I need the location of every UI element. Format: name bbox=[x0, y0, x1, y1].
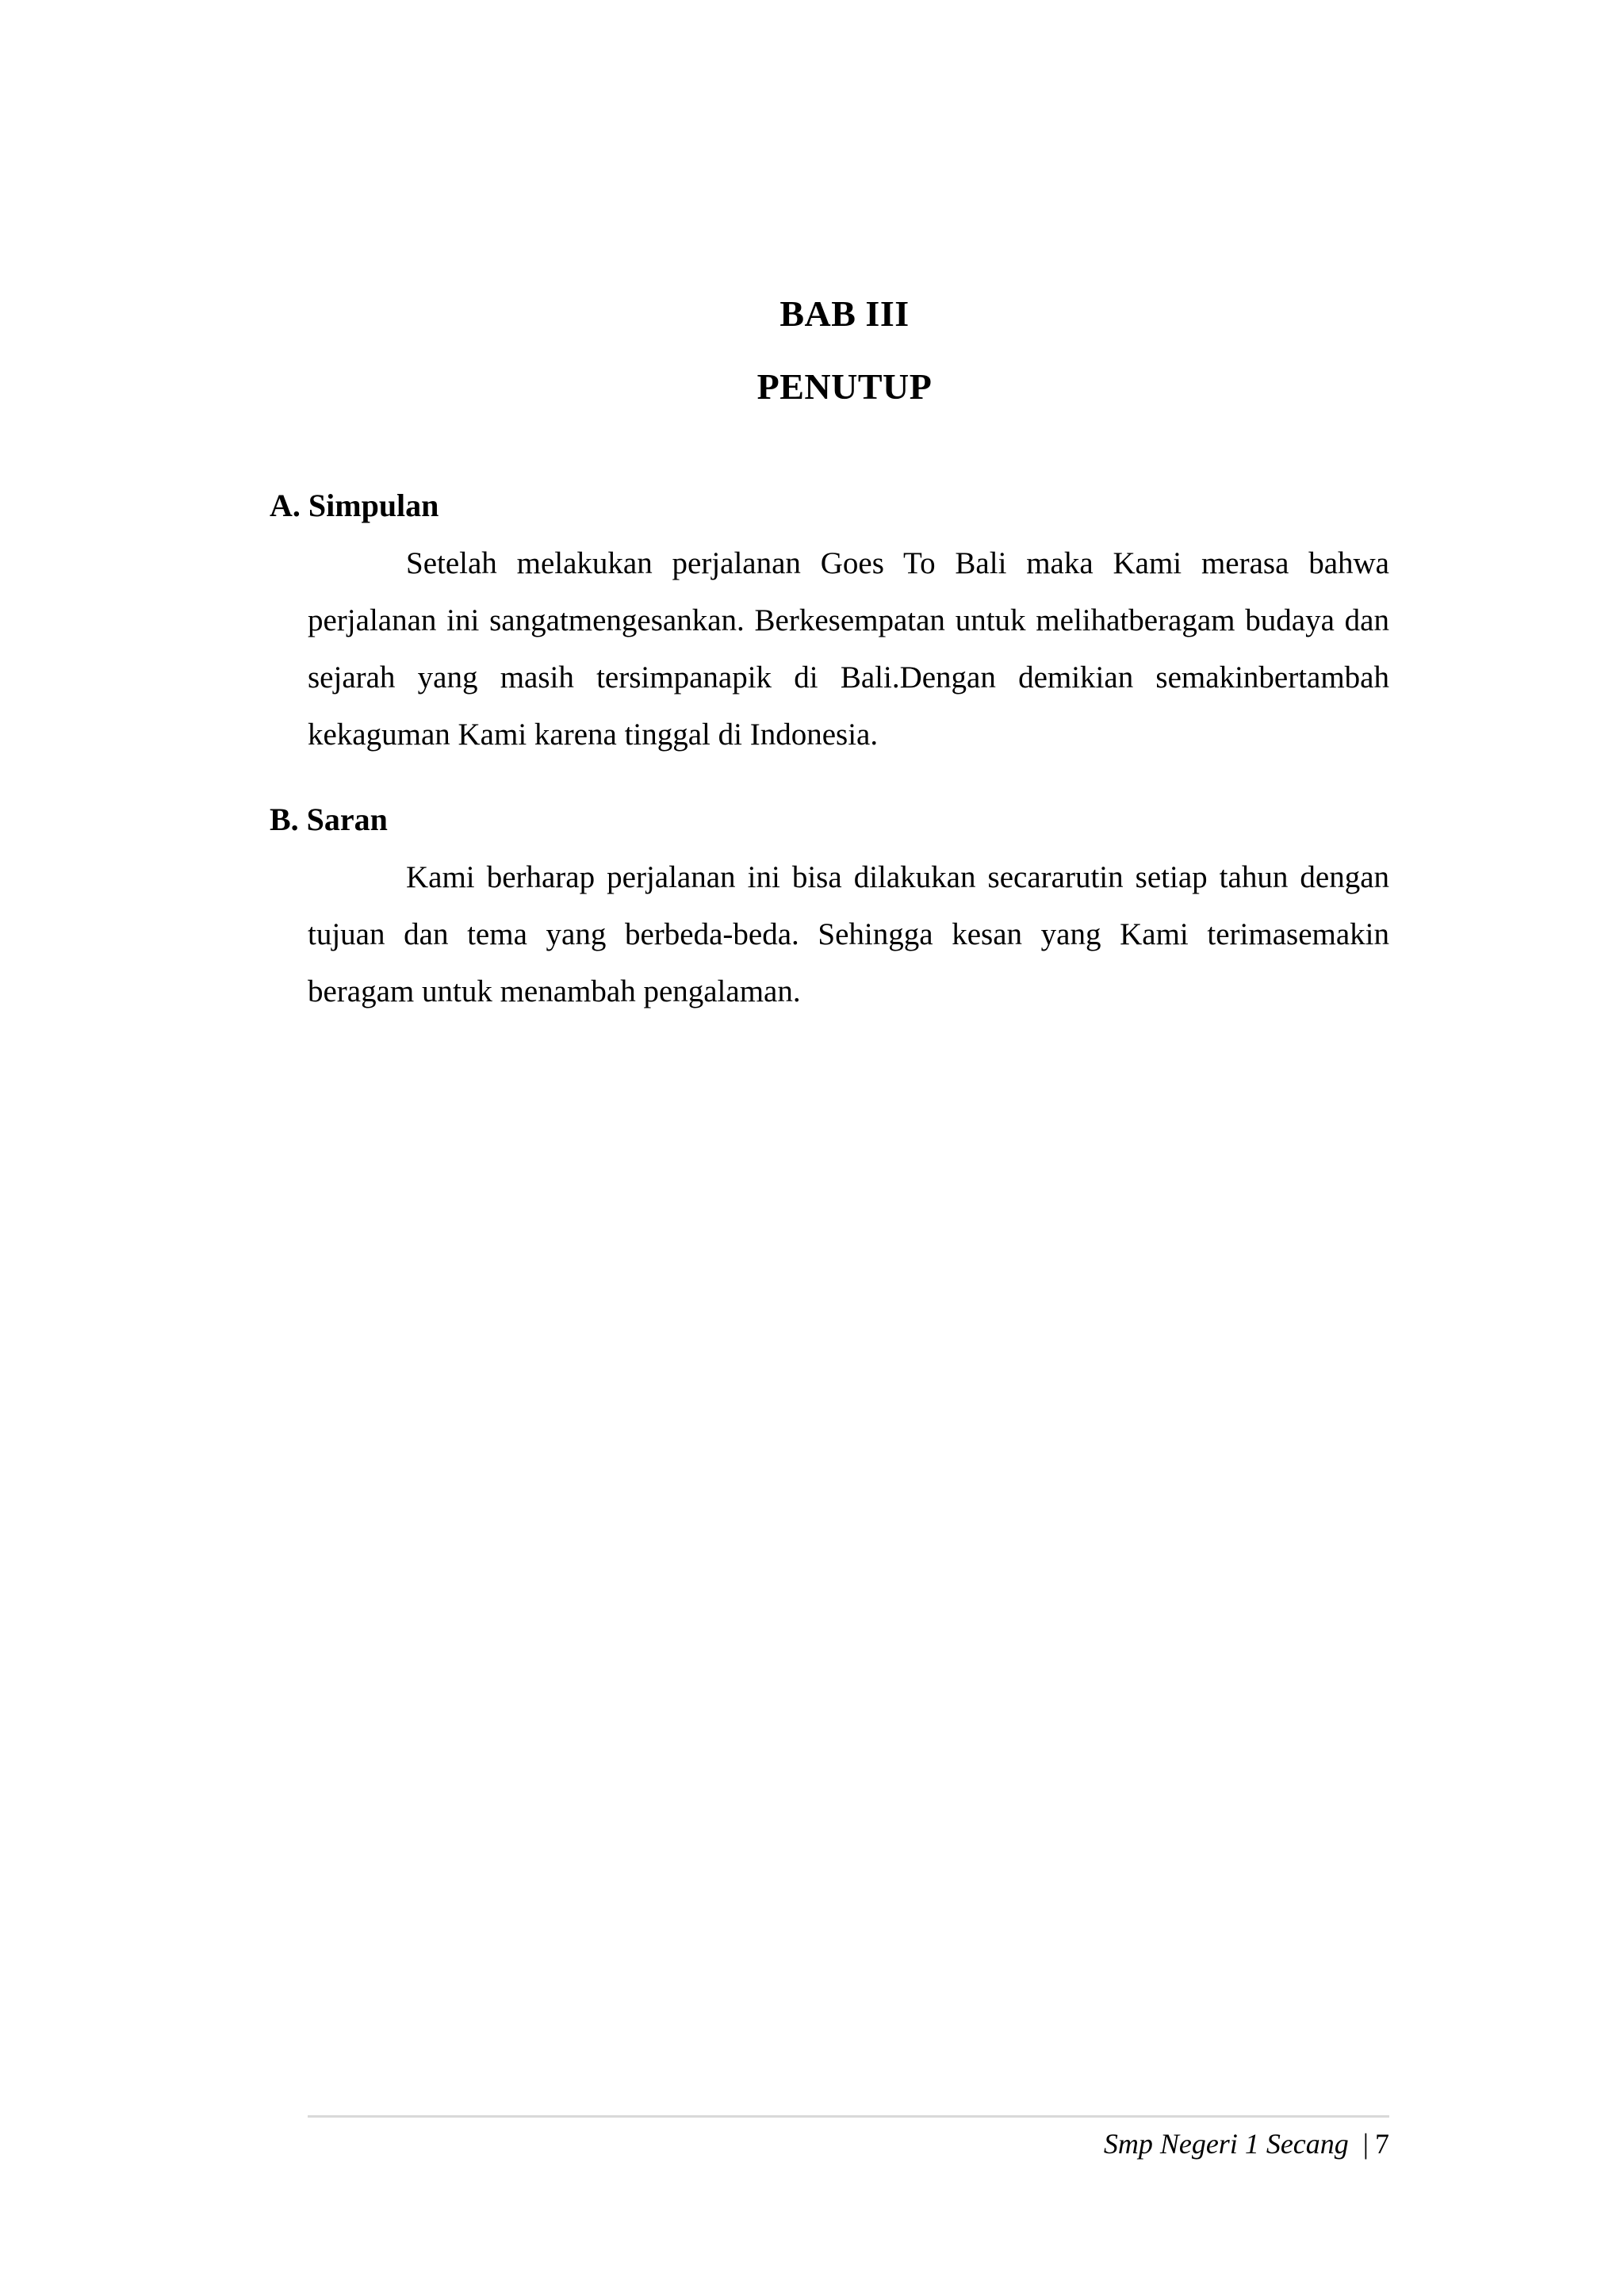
footer-separator: | bbox=[1362, 2128, 1369, 2160]
footer-divider bbox=[308, 2115, 1389, 2118]
page-number: 7 bbox=[1375, 2128, 1389, 2160]
chapter-number: BAB III bbox=[779, 293, 910, 334]
section-paragraph-simpulan: Setelah melakukan perjalanan Goes To Bali maka Kami merasa bahwa perjalanan ini sangatmengesankan. Berkesempatan untuk melihatberagam budaya dan sejarah yang masih tersimpanapik di Bali.Dengan demikian semakinbertambah kekaguman Kami karena tinggal di Indonesia. bbox=[308, 546, 1389, 752]
section-heading-simpulan: A. Simpulan bbox=[270, 488, 439, 523]
section-heading-saran: B. Saran bbox=[270, 802, 388, 837]
section-paragraph-saran: Kami berharap perjalanan ini bisa dilakukan secararutin setiap tahun dengan tujuan dan tema yang berbeda-beda. Sehingga kesan yang Kami terimasemakin beragam untuk menambah pengalaman. bbox=[308, 860, 1389, 1008]
chapter-title: PENUTUP bbox=[756, 366, 933, 407]
footer-school-name: Smp Negeri 1 Secang bbox=[1103, 2128, 1349, 2160]
page-footer bbox=[1104, 2125, 1389, 2163]
